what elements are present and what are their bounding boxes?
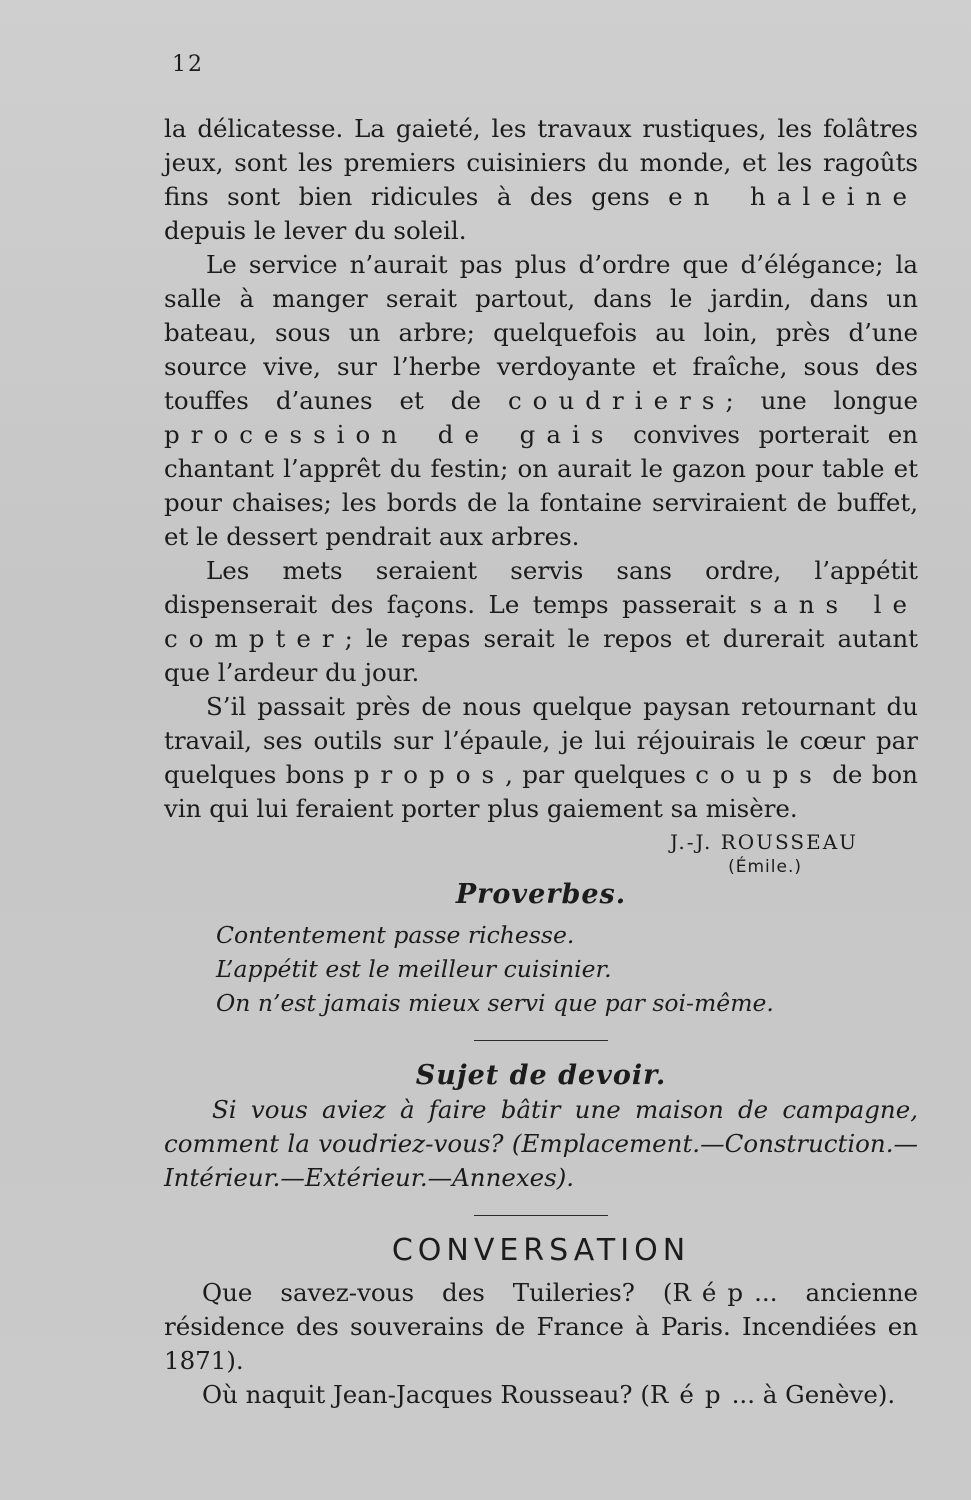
proverb-item: On n’est jamais mieux servi que par soi-même. bbox=[216, 989, 774, 1017]
spaced-emphasis: coudriers bbox=[507, 386, 726, 415]
page-number: 12 bbox=[172, 52, 204, 77]
proverbs-heading: Proverbes. bbox=[455, 879, 627, 910]
proverbs-list bbox=[216, 918, 918, 1020]
spaced-emphasis: coups bbox=[695, 760, 823, 789]
spaced-emphasis: Rép bbox=[649, 1380, 732, 1409]
paragraph: Le service n’aurait pas plus d’ordre que d’élégance; la salle à manger serait partout, dans le jardin, dans un bateau, sous un arbre; quelquefois au loin, près d’une source vive, sur l’herbe verdoyante et fraîche, sous des touffes d’aunes et de coudriers; une longue procession de gais convives porterait en chantant l’apprêt du festin; on aurait le gazon pour table et pour chaises; les bords de la fontaine serviraient de buffet, et le dessert pendrait aux arbres. bbox=[164, 250, 918, 551]
author-signature: J.-J. ROUSSEAU bbox=[669, 830, 858, 854]
spaced-emphasis: propos bbox=[353, 760, 506, 789]
page-body bbox=[164, 112, 918, 1412]
spaced-emphasis: Rép bbox=[672, 1278, 755, 1307]
proverb-item: L’appétit est le meilleur cuisinier. bbox=[216, 955, 612, 983]
section-divider bbox=[474, 1040, 608, 1041]
proverb-item: Contentement passe richesse. bbox=[216, 921, 575, 949]
conversation-question: Où naquit Jean-Jacques Rousseau? (Rép... à Genève). bbox=[202, 1380, 896, 1409]
section-divider bbox=[474, 1215, 608, 1216]
devoir-heading: Sujet de devoir. bbox=[415, 1060, 667, 1091]
paragraph: S’il passait près de nous quelque paysan retournant du travail, ses outils sur l’épaule, je lui réjouirais le cœur par quelques bons propos, par quelques coups de bon vin qui lui feraient porter plus gaiement sa misère. bbox=[164, 692, 918, 823]
spaced-emphasis: procession de gais bbox=[164, 420, 615, 449]
conversation-heading: CONVERSATION bbox=[391, 1233, 691, 1268]
paragraph: Les mets seraient servis sans ordre, l’appétit dispenserait des façons. Le temps passerait sans le compter; le repas serait le repos et durerait autant que l’ardeur du jour. bbox=[164, 556, 918, 687]
source-citation: (Émile.) bbox=[728, 857, 802, 877]
spaced-emphasis: sans le compter bbox=[164, 590, 918, 653]
paragraph: la délicatesse. La gaieté, les travaux rustiques, les folâtres jeux, sont les premiers cuisiniers du monde, et les ragoûts fins sont bien ridicules à des gens en haleine depuis le lever du soleil. bbox=[164, 114, 918, 245]
devoir-text: Si vous aviez à faire bâtir une maison de campagne, comment la voudriez-vous? (Emplacement.—Construction.— Intérieur.—Extérieur.—Annexes). bbox=[164, 1095, 918, 1192]
conversation-question: Que savez-vous des Tuileries? (Rép... ancienne résidence des souverains de France à Paris. Incendiées en 1871). bbox=[164, 1278, 918, 1375]
spaced-emphasis: en haleine bbox=[668, 182, 918, 211]
